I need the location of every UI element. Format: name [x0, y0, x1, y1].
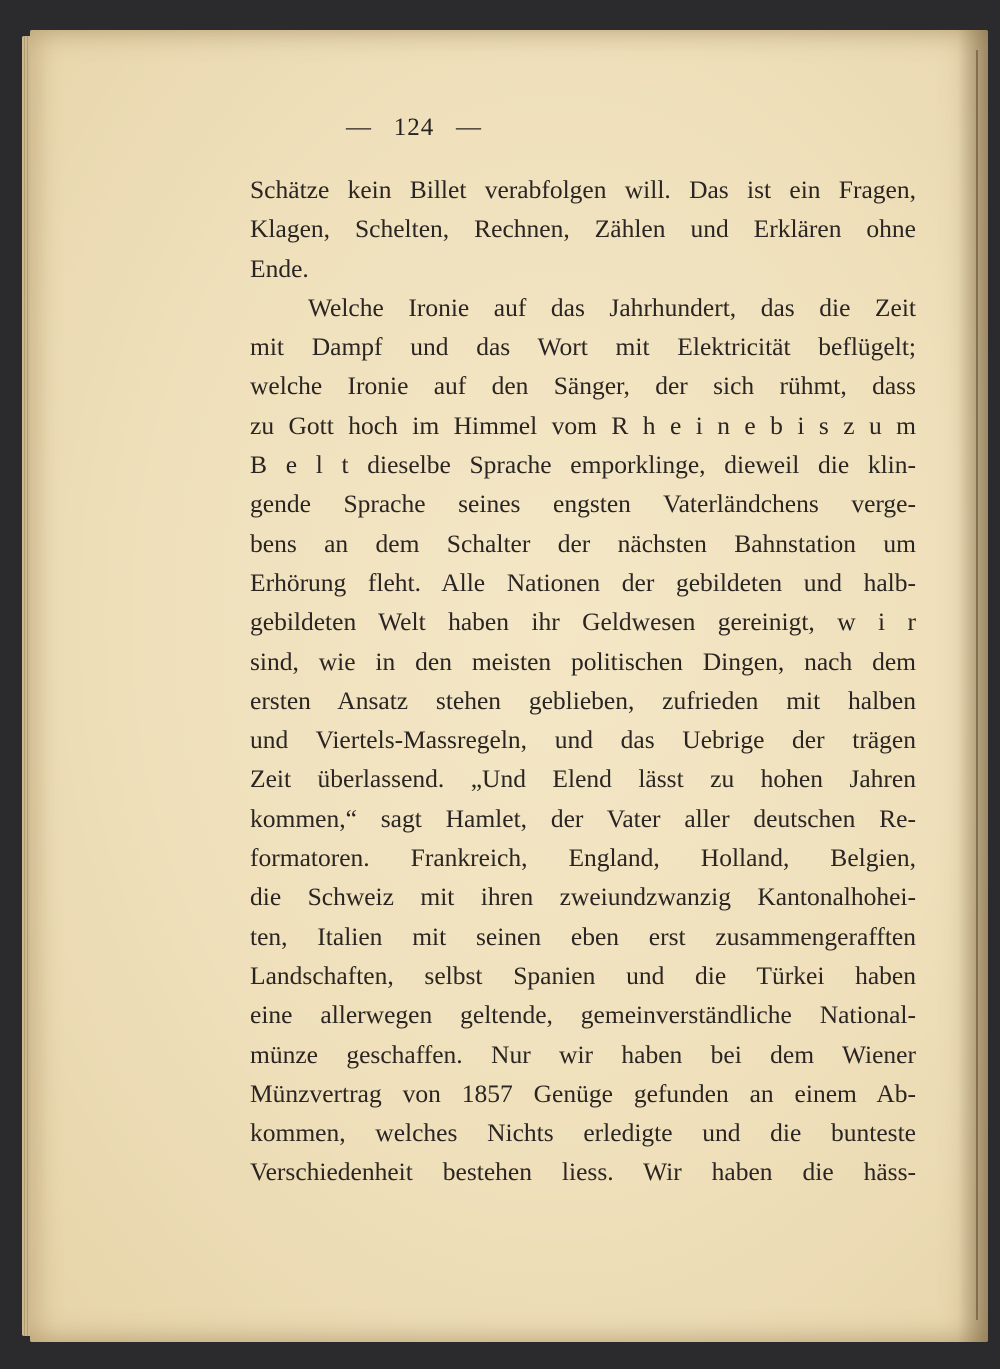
text-line: welche Ironie auf den Sänger, der sich rühmt, dass: [250, 371, 916, 401]
text-line: Schätze kein Billet verabfolgen will. Das ist ein Fragen,: [250, 175, 916, 204]
text-line: Welche Ironie auf das Jahrhundert, das die Zeit: [308, 292, 916, 322]
text-line: die Schweiz mit ihren zweiundzwanzig Kantonalhohei-: [250, 882, 916, 912]
gutter-shadow: [958, 30, 988, 1342]
text-line: bens an dem Schalter der nächsten Bahnstation um: [250, 528, 916, 558]
text-line: Zeit überlassend. „Und Elend lässt zu hohen Jahren: [250, 764, 916, 794]
text-line: zu Gott hoch im Himmel vom R h e i n e b i s z u m: [250, 410, 916, 440]
text-line: und Viertels-Massregeln, und das Uebrige der trägen: [250, 725, 916, 755]
text-line: Erhörung fleht. Alle Nationen der gebildeten und halb-: [250, 567, 916, 597]
text-line: gende Sprache seines engsten Vaterländchens verge-: [250, 489, 916, 519]
text-line: ersten Ansatz stehen geblieben, zufrieden mit halben: [250, 685, 916, 715]
page-number: — 124 —: [346, 114, 482, 141]
gutter-line: [976, 50, 978, 1320]
text-line: Ende.: [250, 253, 309, 283]
text-line: Verschiedenheit bestehen liess. Wir haben die häss-: [250, 1157, 916, 1187]
text-line: kommen, welches Nichts erledigte und die bunteste: [250, 1118, 916, 1148]
text-line: Klagen, Schelten, Rechnen, Zählen und Erklären ohne: [250, 214, 916, 244]
body-text: [250, 170, 916, 1192]
text-line: ten, Italien mit seinen eben erst zusammengerafften: [250, 921, 916, 951]
text-line: B e l t dieselbe Sprache emporklinge, dieweil die klin-: [250, 450, 916, 480]
text-line: eine allerwegen geltende, gemeinverständliche National-: [250, 1000, 916, 1030]
text-line: gebildeten Welt haben ihr Geldwesen gereinigt, w i r: [250, 607, 916, 637]
text-line: Landschaften, selbst Spanien und die Türkei haben: [250, 960, 916, 990]
text-line: Münzvertrag von 1857 Genüge gefunden an einem Ab-: [250, 1078, 916, 1108]
text-line: sind, wie in den meisten politischen Dingen, nach dem: [250, 646, 916, 676]
text-line: kommen,“ sagt Hamlet, der Vater aller deutschen Re-: [250, 803, 916, 833]
text-line: münze geschaffen. Nur wir haben bei dem Wiener: [250, 1039, 916, 1069]
text-line: mit Dampf und das Wort mit Elektricität beflügelt;: [250, 332, 916, 362]
text-line: formatoren. Frankreich, England, Holland, Belgien,: [250, 843, 916, 873]
